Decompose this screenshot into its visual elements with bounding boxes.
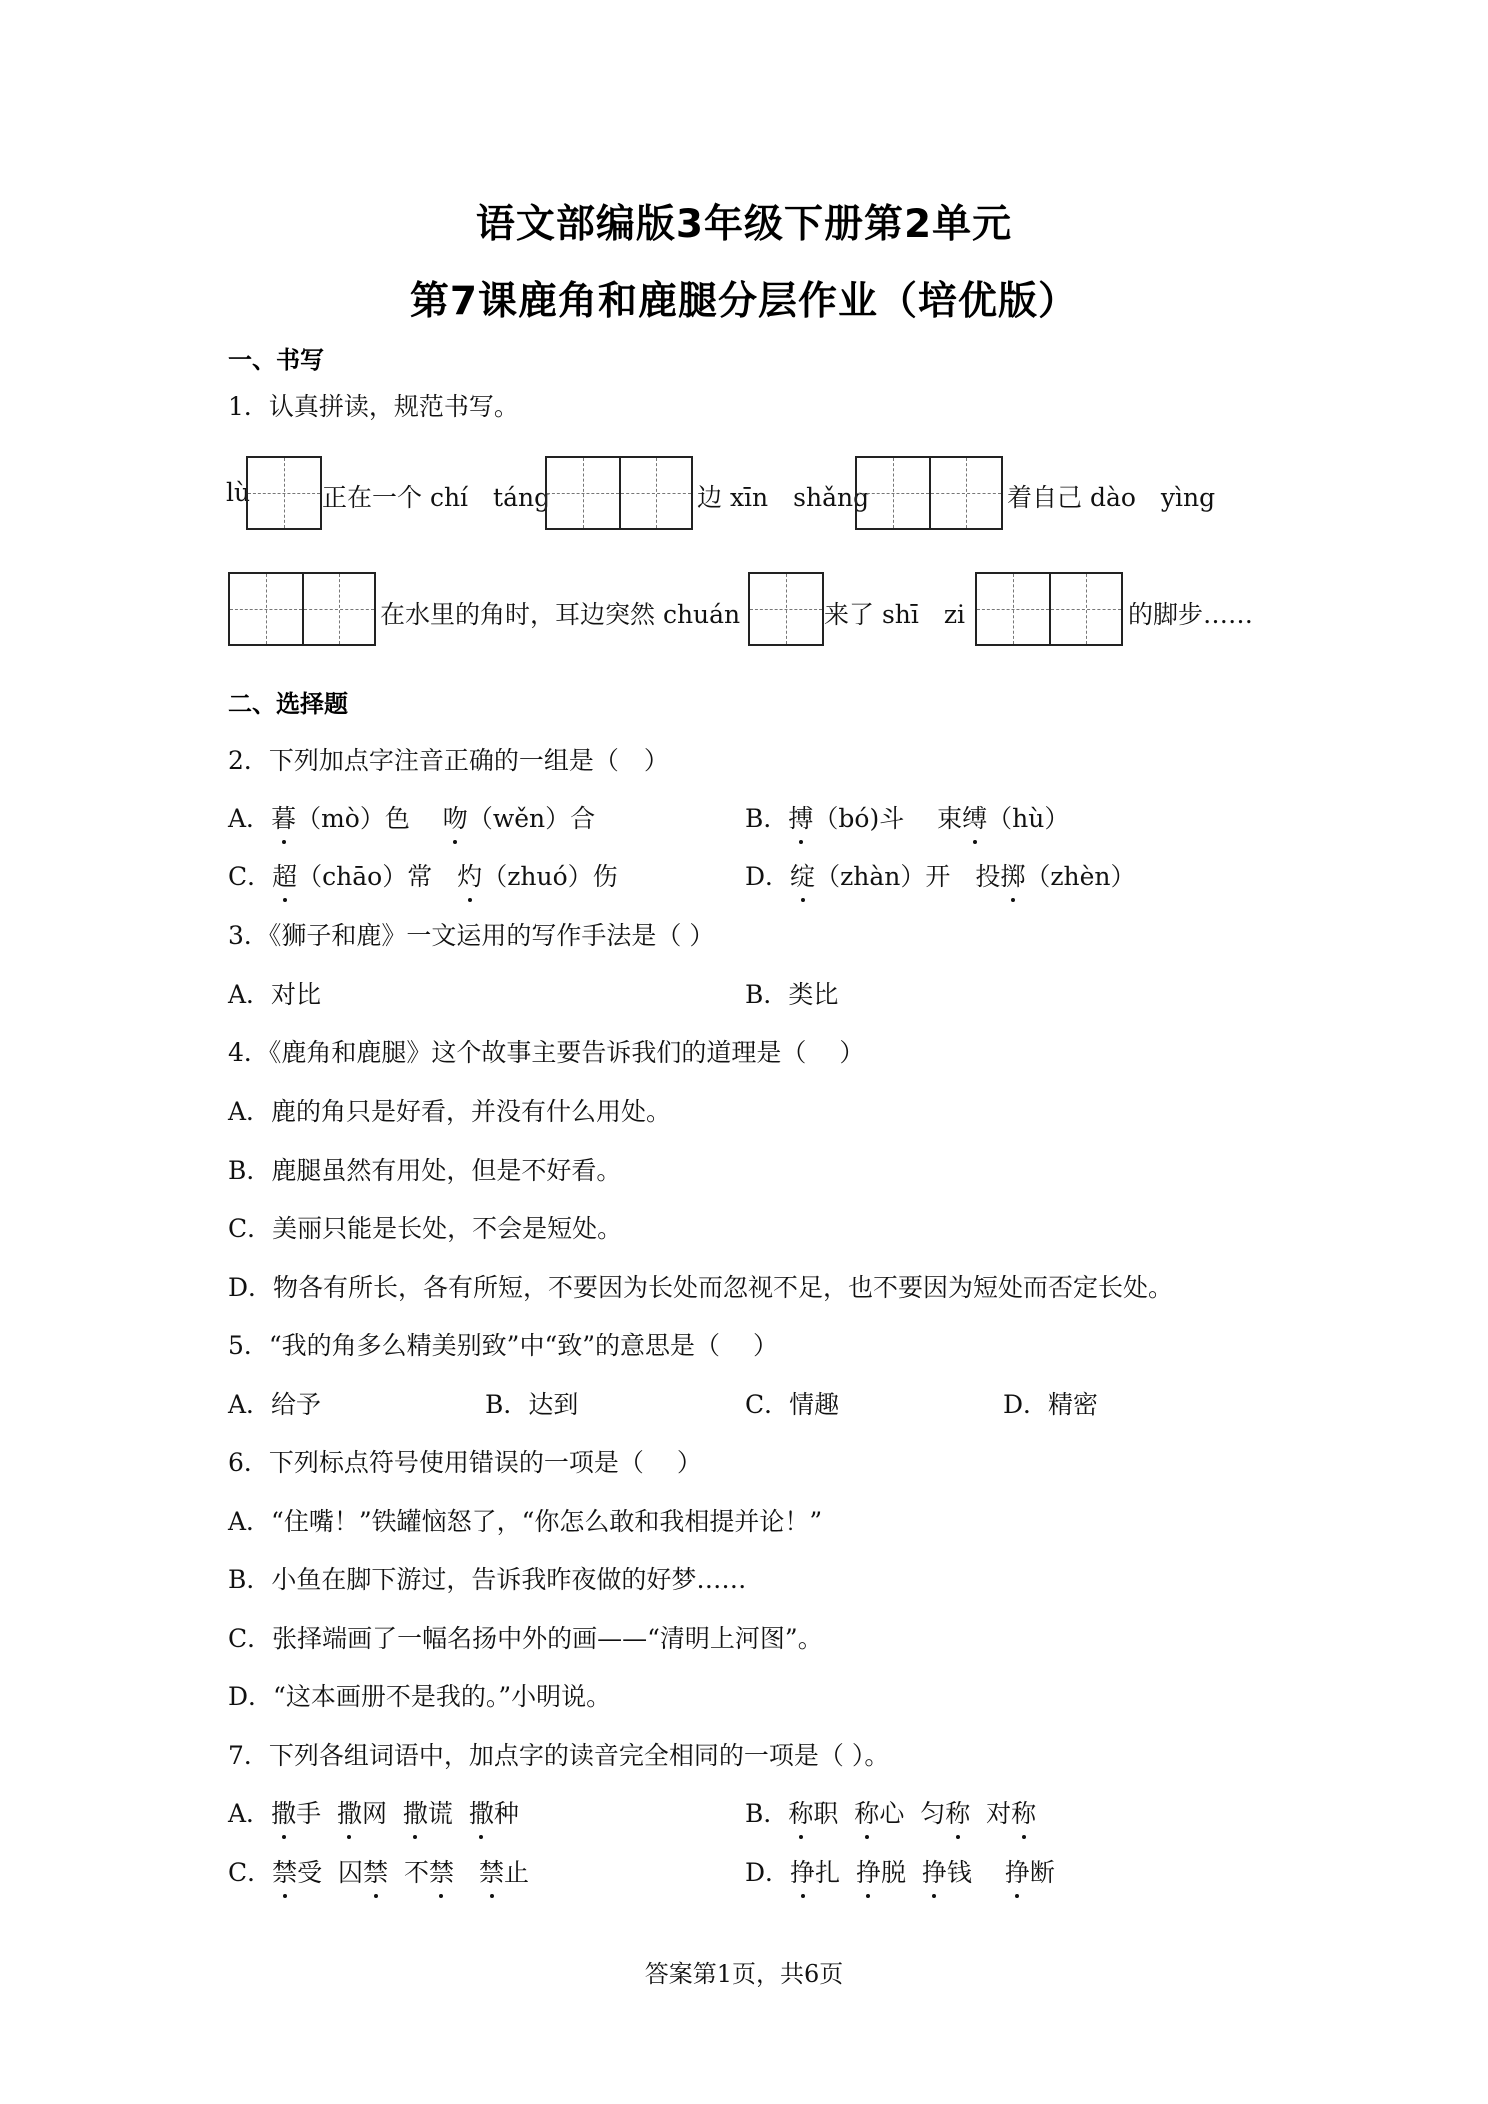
question-4-stem: 4．《鹿角和鹿腿》这个故事主要告诉我们的道理是（ ） xyxy=(228,1038,865,1067)
option-text: （zhàn）开 投 xyxy=(815,862,1001,891)
option-text: （mò）色 xyxy=(296,804,443,833)
dotted-char: 暮 xyxy=(271,799,296,835)
question-5-option-b[interactable]: B．达到 xyxy=(485,1390,579,1419)
dotted-char: 挣 xyxy=(922,1853,947,1889)
option-text: 断 xyxy=(1029,1858,1055,1887)
option-text: 手 xyxy=(296,1799,337,1828)
grid-cell[interactable] xyxy=(1049,574,1121,644)
question-7-option-c[interactable] xyxy=(228,1853,529,1889)
question-2-option-a[interactable] xyxy=(228,799,595,835)
question-4-option-c[interactable]: C．美丽只能是长处，不会是短处。 xyxy=(228,1214,623,1243)
dotted-char: 称 xyxy=(788,1794,813,1830)
writing-grid-chitang[interactable] xyxy=(545,456,693,530)
option-text: （hù） xyxy=(987,804,1070,833)
writing-grid-lu[interactable] xyxy=(246,456,322,530)
option-text: （zhuó）伤 xyxy=(482,862,618,891)
section-heading-writing: 一、书写 xyxy=(228,346,324,374)
page-footer: 答案第1页，共6页 xyxy=(644,1960,844,1988)
question-3-option-a[interactable]: A．对比 xyxy=(228,980,322,1009)
dotted-char: 挣 xyxy=(1005,1853,1030,1889)
question-4-option-d[interactable]: D．物各有所长，各有所短，不要因为长处而忽视不足，也不要因为短处而否定长处。 xyxy=(228,1273,1174,1302)
question-1-stem: 1．认真拼读，规范书写。 xyxy=(228,392,519,421)
dotted-char: 绽 xyxy=(790,857,815,893)
dotted-char: 撒 xyxy=(271,1794,296,1830)
option-letter: A． xyxy=(228,1799,272,1828)
question-6-option-b[interactable]: B．小鱼在脚下游过，告诉我昨夜做的好梦…… xyxy=(228,1565,747,1594)
dotted-char: 撒 xyxy=(469,1794,494,1830)
option-text: 对 xyxy=(970,1799,1012,1828)
question-5-option-d[interactable]: D．精密 xyxy=(1003,1390,1099,1419)
option-text: 心 匀 xyxy=(879,1799,946,1828)
dotted-char: 撒 xyxy=(403,1794,428,1830)
question-5-stem: 5．“我的角多么精美别致”中“致”的意思是（ ） xyxy=(228,1331,778,1360)
option-text: 钱 xyxy=(946,1858,1005,1887)
option-text: 止 xyxy=(504,1858,530,1887)
option-text: （bó)斗 束 xyxy=(813,804,963,833)
grid-cell[interactable] xyxy=(547,458,619,528)
dotted-char: 称 xyxy=(945,1794,970,1830)
question-3-stem: 3．《狮子和鹿》一文运用的写作手法是（ ） xyxy=(228,921,715,950)
question-7-stem: 7．下列各组词语中，加点字的读音完全相同的一项是（ ）。 xyxy=(228,1741,890,1770)
dotted-char: 吻 xyxy=(443,799,468,835)
section-heading-choice: 二、选择题 xyxy=(228,690,348,718)
writing-grid-shizi[interactable] xyxy=(975,572,1123,646)
question-4-option-b[interactable]: B．鹿腿虽然有用处，但是不好看。 xyxy=(228,1156,622,1185)
question-6-option-c[interactable]: C．张择端画了一幅名扬中外的画——“清明上河图”。 xyxy=(228,1624,823,1653)
option-text xyxy=(454,1858,479,1887)
grid-cell[interactable] xyxy=(248,458,320,528)
dotted-char: 掷 xyxy=(1000,857,1025,893)
dotted-char: 超 xyxy=(272,857,297,893)
grid-cell[interactable] xyxy=(230,574,302,644)
grid-cell[interactable] xyxy=(977,574,1049,644)
option-letter: B． xyxy=(745,1799,789,1828)
question-2-option-d[interactable] xyxy=(745,857,1136,893)
dotted-char: 禁 xyxy=(272,1853,297,1889)
option-letter: D． xyxy=(745,862,791,891)
dotted-char: 禁 xyxy=(363,1853,388,1889)
question-2-option-b[interactable] xyxy=(745,799,1069,835)
writing-grid-daoying[interactable] xyxy=(228,572,376,646)
row2-text-1: 在水里的角时，耳边突然 chuán xyxy=(380,600,741,629)
option-text: 种 xyxy=(493,1799,519,1828)
grid-cell[interactable] xyxy=(857,458,929,528)
dotted-char: 禁 xyxy=(429,1853,454,1889)
option-text: 网 xyxy=(362,1799,403,1828)
question-3-option-b[interactable]: B．类比 xyxy=(745,980,839,1009)
question-5-option-c[interactable]: C．情趣 xyxy=(745,1390,840,1419)
question-7-option-d[interactable] xyxy=(745,1853,1055,1889)
row2-text-2: 来了 shī zi xyxy=(824,600,966,629)
grid-cell[interactable] xyxy=(619,458,691,528)
option-letter: B． xyxy=(745,804,789,833)
question-2-stem: 2．下列加点字注音正确的一组是（ ） xyxy=(228,746,669,775)
option-text: （zhèn） xyxy=(1025,862,1136,891)
dotted-char: 缚 xyxy=(962,799,987,835)
pinyin-lu: lù xyxy=(226,478,251,507)
option-letter: C． xyxy=(228,862,273,891)
grid-cell[interactable] xyxy=(750,574,822,644)
option-letter: D． xyxy=(745,1858,791,1887)
dotted-char: 搏 xyxy=(788,799,813,835)
question-4-option-a[interactable]: A．鹿的角只是好看，并没有什么用处。 xyxy=(228,1097,672,1126)
option-text: 扎 xyxy=(815,1858,856,1887)
option-letter: C． xyxy=(228,1858,273,1887)
document-title-line1: 语文部编版3年级下册第2单元 xyxy=(475,202,1013,247)
dotted-char: 撒 xyxy=(337,1794,362,1830)
question-7-option-a[interactable] xyxy=(228,1794,519,1830)
writing-grid-xinshang[interactable] xyxy=(855,456,1003,530)
writing-grid-chuan[interactable] xyxy=(748,572,824,646)
row2-text-3: 的脚步…… xyxy=(1128,600,1254,629)
question-2-option-c[interactable] xyxy=(228,857,618,893)
dotted-char: 挣 xyxy=(856,1853,881,1889)
option-text: 脱 xyxy=(880,1858,922,1887)
grid-cell[interactable] xyxy=(929,458,1001,528)
row1-text-3: 着自己 dào yìng xyxy=(1007,483,1216,512)
document-title-line2: 第7课鹿角和鹿腿分层作业（培优版） xyxy=(409,279,1079,324)
row1-text-1: 正在一个 chí táng xyxy=(322,483,551,512)
question-6-stem: 6．下列标点符号使用错误的一项是（ ） xyxy=(228,1448,702,1477)
dotted-char: 称 xyxy=(854,1794,879,1830)
option-text: 职 xyxy=(813,1799,855,1828)
option-text: 受 囚 xyxy=(297,1858,364,1887)
option-text: （chāo）常 xyxy=(297,862,458,891)
option-text: （wěn）合 xyxy=(467,804,596,833)
row1-text-2: 边 xīn shǎng xyxy=(697,483,870,512)
dotted-char: 挣 xyxy=(790,1853,815,1889)
grid-cell[interactable] xyxy=(302,574,374,644)
option-text: 不 xyxy=(388,1858,429,1887)
dotted-char: 禁 xyxy=(479,1853,504,1889)
question-5-option-a[interactable]: A．给予 xyxy=(228,1390,322,1419)
question-7-option-b[interactable] xyxy=(745,1794,1036,1830)
question-6-option-a[interactable]: A．“住嘴！”铁罐恼怒了，“你怎么敢和我相提并论！” xyxy=(228,1507,823,1536)
option-text: 谎 xyxy=(427,1799,469,1828)
dotted-char: 称 xyxy=(1011,1794,1036,1830)
option-letter: A． xyxy=(228,804,272,833)
dotted-char: 灼 xyxy=(457,857,482,893)
question-6-option-d[interactable]: D．“这本画册不是我的。”小明说。 xyxy=(228,1682,612,1711)
